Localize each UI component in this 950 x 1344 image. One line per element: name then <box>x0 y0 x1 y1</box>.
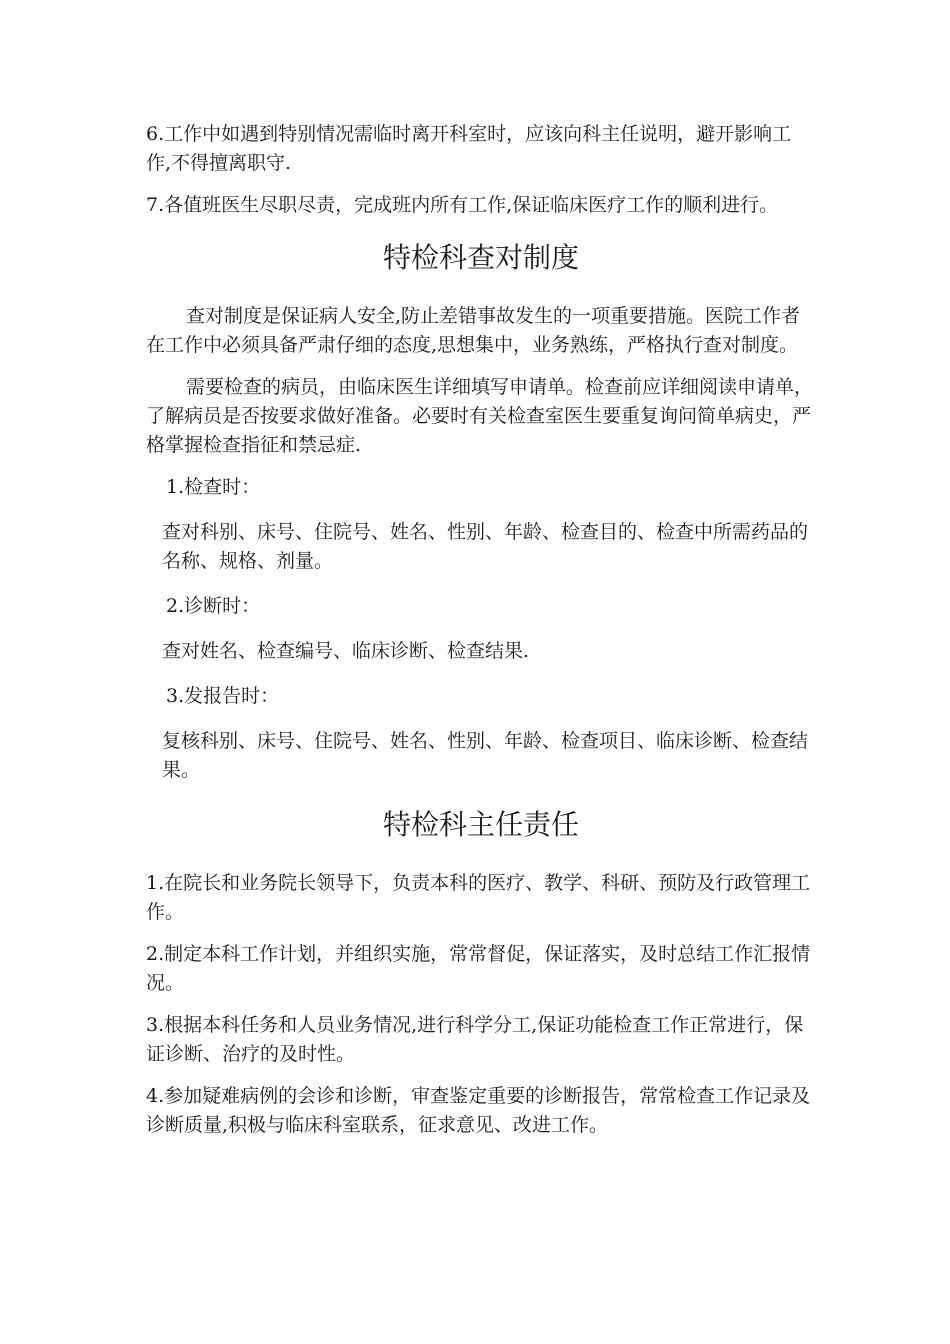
intro-item-7: 7.各值班医生尽职尽责，完成班内所有工作,保证临床医疗工作的顺利进行。 <box>146 194 779 216</box>
document-page <box>146 120 816 1153</box>
section-title-director-duties: 特检科主任责任 <box>382 808 579 841</box>
check-item-heading-1: 1.检查时： <box>166 476 261 498</box>
duty-item-1: 1.在院长和业务院长领导下，负责本科的医疗、教学、科研、预防及行政管理工作。 <box>146 872 811 923</box>
duty-item-4: 4.参加疑难病例的会诊和诊断，审查鉴定重要的诊断报告，常常检查工作记录及诊断质量,积极与临床科室联系，征求意见、改进工作。 <box>146 1085 811 1136</box>
check-item-heading-3: 3.发报告时： <box>166 685 280 707</box>
check-item-body-2: 查对姓名、检查编号、临床诊断、检查结果. <box>162 640 530 662</box>
intro-item-6: 6.工作中如遇到特别情况需临时离开科室时，应该向科主任说明，避开影响工作,不得擅离职守. <box>146 123 792 174</box>
section1-paragraph-1: 查对制度是保证病人安全,防止差错事故发生的一项重要措施。医院工作者在工作中必须具备严肃仔细的态度,思想集中，业务熟练，严格执行查对制度。 <box>146 305 801 356</box>
check-item-body-3: 复核科别、床号、住院号、姓名、性别、年龄、检查项目、临床诊断、检查结果。 <box>162 730 809 781</box>
duty-item-3: 3.根据本科任务和人员业务情况,进行科学分工,保证功能检查工作正常进行，保证诊断、治疗的及时性。 <box>146 1014 804 1065</box>
check-item-body-1: 查对科别、床号、住院号、姓名、性别、年龄、检查目的、检查中所需药品的名称、规格、剂量。 <box>162 521 809 572</box>
check-item-heading-2: 2.诊断时： <box>166 595 261 617</box>
duty-item-2: 2.制定本科工作计划，并组织实施，常常督促，保证落实，及时总结工作汇报情况。 <box>146 943 811 994</box>
section-title-check-system: 特检科查对制度 <box>382 241 579 274</box>
section1-paragraph-2: 需要检查的病员，由临床医生详细填写申请单。检查前应详细阅读申请单，了解病员是否按要求做好准备。必要时有关检查室医生要重复询问简单病史，严格掌握检查指征和禁忌症. <box>146 376 814 456</box>
